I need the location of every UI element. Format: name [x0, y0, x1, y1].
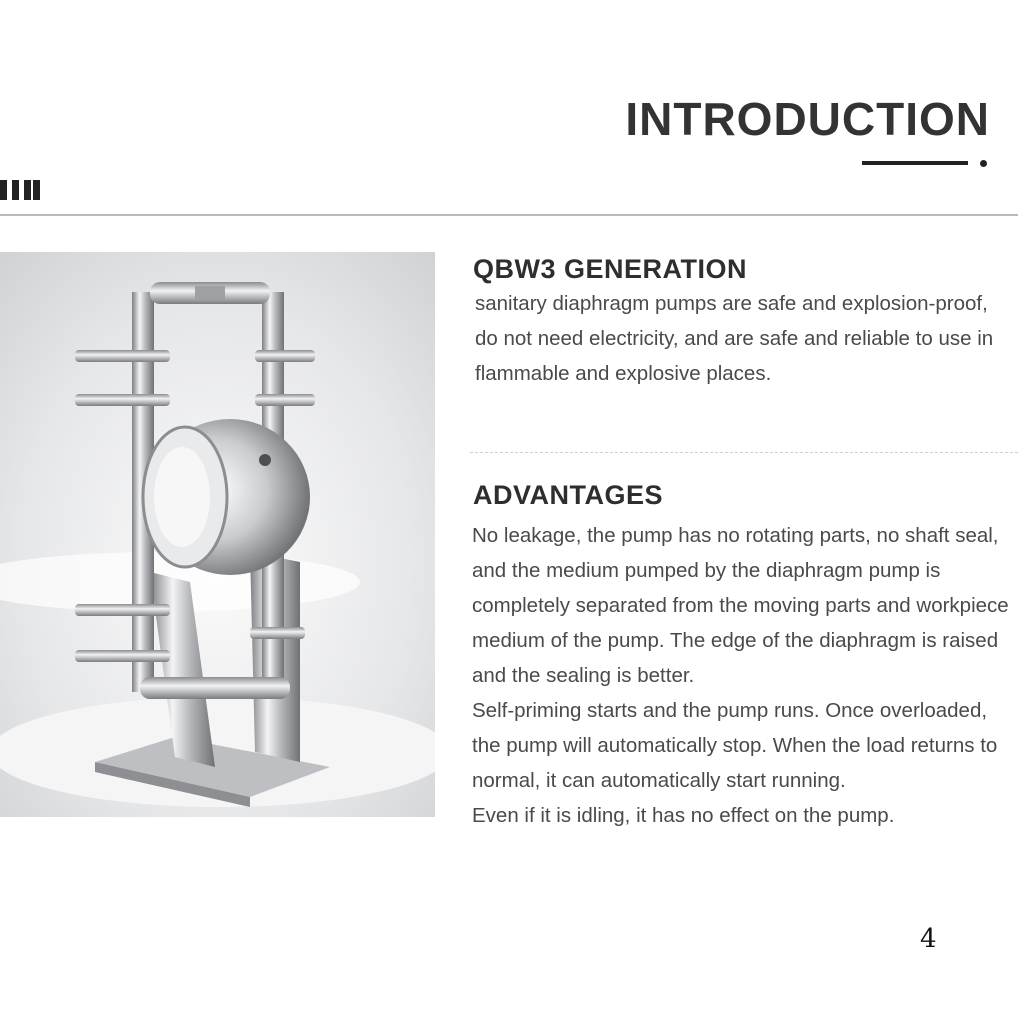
pump-photo: [0, 252, 435, 817]
generation-text: sanitary diaphragm pumps are safe and explosion-proof, do not need electricity, and are safe and reliable to use in flammable and explosive places.: [475, 292, 994, 385]
section-divider: [470, 452, 1018, 453]
page-number: 4: [920, 924, 937, 954]
page-title: INTRODUCTION: [625, 93, 990, 145]
generation-heading: QBW3 GENERATION: [473, 254, 748, 284]
advantages-heading: ADVANTAGES: [473, 480, 664, 510]
header-divider: [0, 214, 1018, 216]
title-underline: [862, 161, 968, 165]
advantages-text: No leakage, the pump has no rotating parts, no shaft seal, and the medium pumped by the diaphragm pump is completely separated from the moving parts and workpiece medium of the pump. The edge of the diaphragm is raised and the sealing is better. Self-priming starts and the pump runs. Once overloaded, the pump will automatically stop. When the load returns to normal, it can automatically start running. Even if it is idling, it has no effect on the pump.: [472, 524, 1009, 827]
title-dot: [980, 160, 987, 167]
